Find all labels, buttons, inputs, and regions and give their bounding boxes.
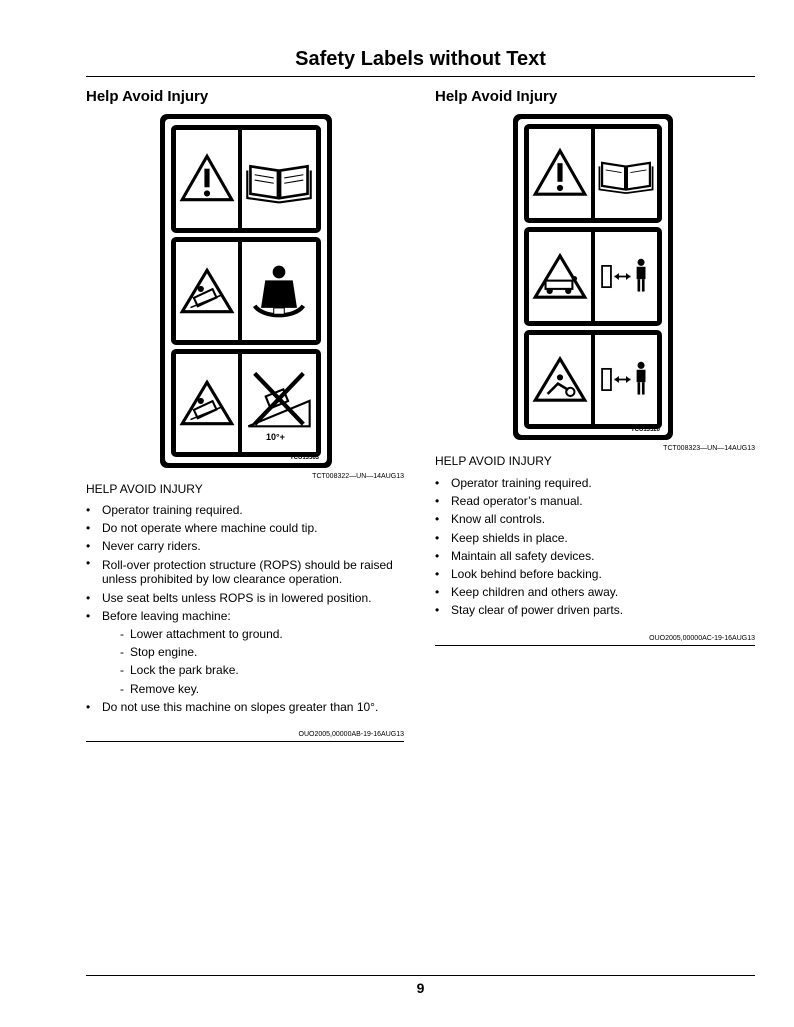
list-item: [86, 556, 411, 589]
title-divider: [86, 76, 755, 77]
sub-list: [102, 625, 411, 698]
sub-list-item: - Lock the park brake.: [120, 663, 239, 678]
list-item-text: Roll-over protection structure (ROPS) should be raised unless prohibited by low clearance operation.: [102, 557, 393, 587]
sub-list-item: - Lower attachment to ground.: [120, 627, 283, 642]
right-help-title: HELP AVOID INJURY: [435, 454, 552, 468]
left-heading-text: Help Avoid Injury: [86, 88, 209, 105]
left-safety-label: [160, 114, 332, 468]
list-item: [86, 607, 411, 698]
list-item: • Keep children and others away.: [435, 583, 755, 601]
list-item: • Operator training required.: [435, 474, 755, 492]
keep-distance-icon: [595, 335, 657, 424]
right-panel-manual: [524, 124, 662, 223]
right-label-code: TCU13520: [630, 427, 660, 433]
entanglement-warning-icon: [529, 335, 591, 424]
warning-triangle-icon: [176, 130, 238, 228]
seatbelt-icon: [242, 242, 316, 340]
left-help-title: HELP AVOID INJURY: [86, 482, 203, 496]
slope-degree-label: 10°+: [266, 432, 285, 442]
right-section-heading: [435, 86, 755, 108]
list-item: • Read operator’s manual.: [435, 492, 755, 510]
sub-item-text: Lower attachment to ground.: [130, 627, 283, 642]
list-item: • Keep shields in place.: [435, 529, 755, 547]
list-item: • Maintain all safety devices.: [435, 547, 755, 565]
list-item: • Stay clear of power driven parts.: [435, 601, 755, 619]
runover-warning-icon: [529, 232, 591, 321]
left-label-code: TCU13563: [289, 455, 319, 461]
left-reference-divider: [86, 741, 404, 742]
list-item: • Never carry riders.: [86, 537, 411, 555]
no-slope-icon: [242, 354, 316, 452]
slope-tipover-warning-icon: [176, 354, 238, 452]
right-safety-label: [513, 114, 673, 440]
left-figure-caption: TCT008322—UN—14AUG13: [312, 473, 404, 480]
sub-item-text: Stop engine.: [130, 645, 198, 660]
warning-triangle-icon: [529, 129, 591, 218]
list-item: • Do not use this machine on slopes greater than 10°.: [86, 698, 411, 716]
footer-divider: [86, 975, 755, 976]
page-title: Safety Labels without Text: [295, 48, 546, 70]
left-panel-tipover: [171, 237, 321, 345]
manual-book-icon: [595, 129, 657, 218]
list-item: • Do not operate where machine could tip.: [86, 519, 411, 537]
left-bullet-list: [86, 501, 411, 716]
left-reference-code: OUO2005,00000AB-19-16AUG13: [298, 731, 404, 738]
right-figure-caption: TCT008323—UN—14AUG13: [663, 445, 755, 452]
list-item-text: Before leaving machine:: [102, 608, 231, 623]
left-panel-slope: [171, 349, 321, 457]
sub-list-item: - Remove key.: [120, 681, 200, 696]
list-item: • Operator training required.: [86, 501, 411, 519]
left-panel-manual: [171, 125, 321, 233]
sub-item-text: Remove key.: [130, 681, 200, 696]
right-reference-divider: [435, 645, 755, 646]
keep-distance-icon: [595, 232, 657, 321]
list-item: • Look behind before backing.: [435, 565, 755, 583]
tipover-warning-icon: [176, 242, 238, 340]
right-heading-text: Help Avoid Injury: [435, 88, 558, 105]
left-section-heading: [86, 86, 406, 108]
right-reference-code: OUO2005,00000AC-19-16AUG13: [649, 635, 755, 642]
sub-item-text: Lock the park brake.: [130, 663, 239, 678]
list-item: • Know all controls.: [435, 510, 755, 528]
sub-list-item: - Stop engine.: [120, 645, 198, 660]
right-bullet-list: [435, 474, 755, 620]
right-panel-entanglement: [524, 330, 662, 429]
list-item: • Use seat belts unless ROPS is in lowered position.: [86, 589, 411, 607]
manual-book-icon: [242, 130, 316, 228]
page-number: 9: [416, 980, 425, 996]
right-panel-backover: [524, 227, 662, 326]
